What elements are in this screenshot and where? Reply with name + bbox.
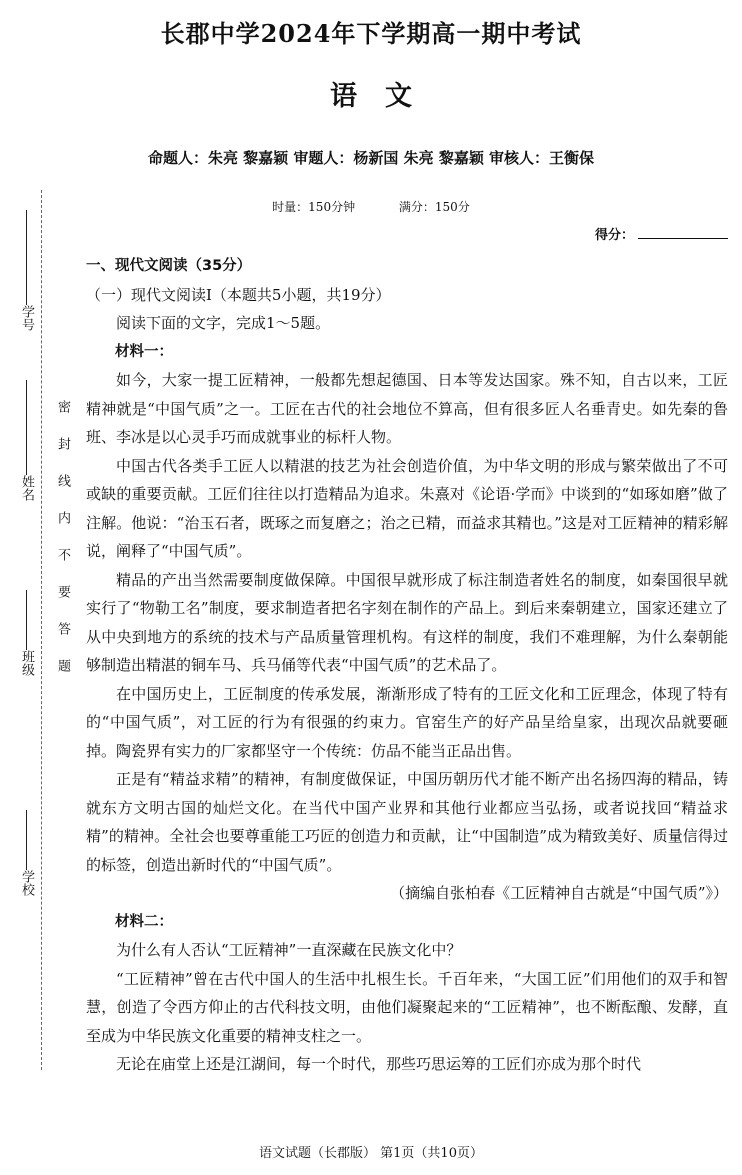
binding-margin [0,190,82,1070]
material1-label: 材料一： [115,343,173,360]
school-label: 学校 [19,870,34,896]
student-id-field [16,210,36,331]
material2-label: 材料二： [115,913,173,930]
seal-notice: 密封线内不要答题 [55,400,70,696]
exam-title: 长郡中学2024年下学期高一期中考试 [160,19,582,48]
material2-paragraph: 为什么有人否认“工匠精神”一直深藏在民族文化中？ [116,941,462,959]
class-label: 班级 [19,650,34,676]
score-box [595,224,728,243]
name-line [26,380,27,475]
material1-paragraph: 正是有“精益求精”的精神，有制度做保证，中国历朝历代才能不断产出名扬四海的精品，铸就东方文明古国的灿烂文化。在当代中国产业界和其他行业都应当弘扬，或者说找回“精益求精”的精神。全社会也要尊重能工巧匠的创造力和贡献，让“中国制造”成为精致美好、质量信得过的标签，创造出新时代的“中国气质”。 [86,770,728,874]
school-line [26,810,27,870]
material1-paragraph: 在中国历史上，工匠制度的传承发展，渐渐形成了特有的工匠文化和工匠理念，体现了特有的“中国气质”，对工匠的行为有很强的约束力。官窑生产的好产品呈给皇家，出现次品就要砸掉。陶瓷界有实力的厂家都坚守一个传统：仿品不能当正品出售。 [86,684,728,760]
class-field [16,590,36,676]
material1-paragraph: 精品的产出当然需要制度做保障。中国很早就形成了标注制造者姓名的制度，如秦国很早就实行了“物勒工名”制度，要求制造者把名字刻在制作的产品上。到后来秦朝建立，国家还建立了从中央到地方的系统的技术与产品质量管理机构。有这样的制度，我们不难理解，为什么秦朝能够制造出精湛的铜车马、兵马俑等代表“中国气质”的艺术品了。 [86,570,728,674]
instruction: 阅读下面的文字，完成1～5题。 [116,314,331,332]
name-label: 姓名 [19,475,34,501]
score-blank[interactable] [638,226,728,239]
section-subheading: （一）现代文阅读Ⅰ（本题共5小题，共19分） [86,285,391,304]
student-id-label: 学号 [19,305,34,331]
material2-paragraph: “工匠精神”曾在古代中国人的生活中扎根生长。千百年来，“大国工匠”们用他们的双手和智慧，创造了令西方仰止的古代科技文明，由他们凝聚起来的“工匠精神”，也不断酝酿、发酵，直至成为中华民族文化重要的精神支柱之一。 [86,969,728,1045]
subject-title: 语文 [330,81,440,112]
cut-line [41,190,42,1070]
student-id-line [26,210,27,305]
class-line [26,590,27,650]
time-line [0,198,742,215]
material1-paragraph: 如今，大家一提工匠精神，一般都先想起德国、日本等发达国家。殊不知，自古以来，工匠精神就是“中国气质”之一。工匠在古代的社会地位不算高，但有很多匠人名垂青史。如先秦的鲁班、李冰是以心灵手巧而成就事业的标杆人物。 [86,371,728,446]
material1-source: （摘编自张柏春《工匠精神自古就是“中国气质”》） [390,884,728,902]
material1-paragraph: 中国古代各类手工匠人以精湛的技艺为社会创造价值，为中华文明的形成与繁荣做出了不可或缺的重要贡献。工匠们往往以打造精品为追求。朱熹对《论语·学而》中谈到的“如琢如磨”做了注解。他说：“治玉石者，既琢之而复磨之；治之已精，而益求其精也。”这是对工匠精神的精彩解说，阐释了“中国气质”。 [86,456,728,560]
full-score: 满分：150分 [398,200,470,214]
school-field [16,810,36,896]
time-limit: 时量：150分钟 [272,200,356,214]
score-label: 得分： [594,228,634,243]
material2-paragraph: 无论在庙堂上还是江湖间，每一个时代，那些巧思运筹的工匠们亦成为那个时代 [116,1055,642,1073]
name-field [16,380,36,501]
author-line: 命题人：朱亮 黎嘉颖 审题人：杨新国 朱亮 黎嘉颖 审核人：王衡保 [147,149,595,167]
page-footer: 语文试题（长郡版） 第1页（共10页） [259,1146,483,1161]
section-heading: 一、现代文阅读（35分） [86,258,252,274]
reading-content [86,252,728,1079]
